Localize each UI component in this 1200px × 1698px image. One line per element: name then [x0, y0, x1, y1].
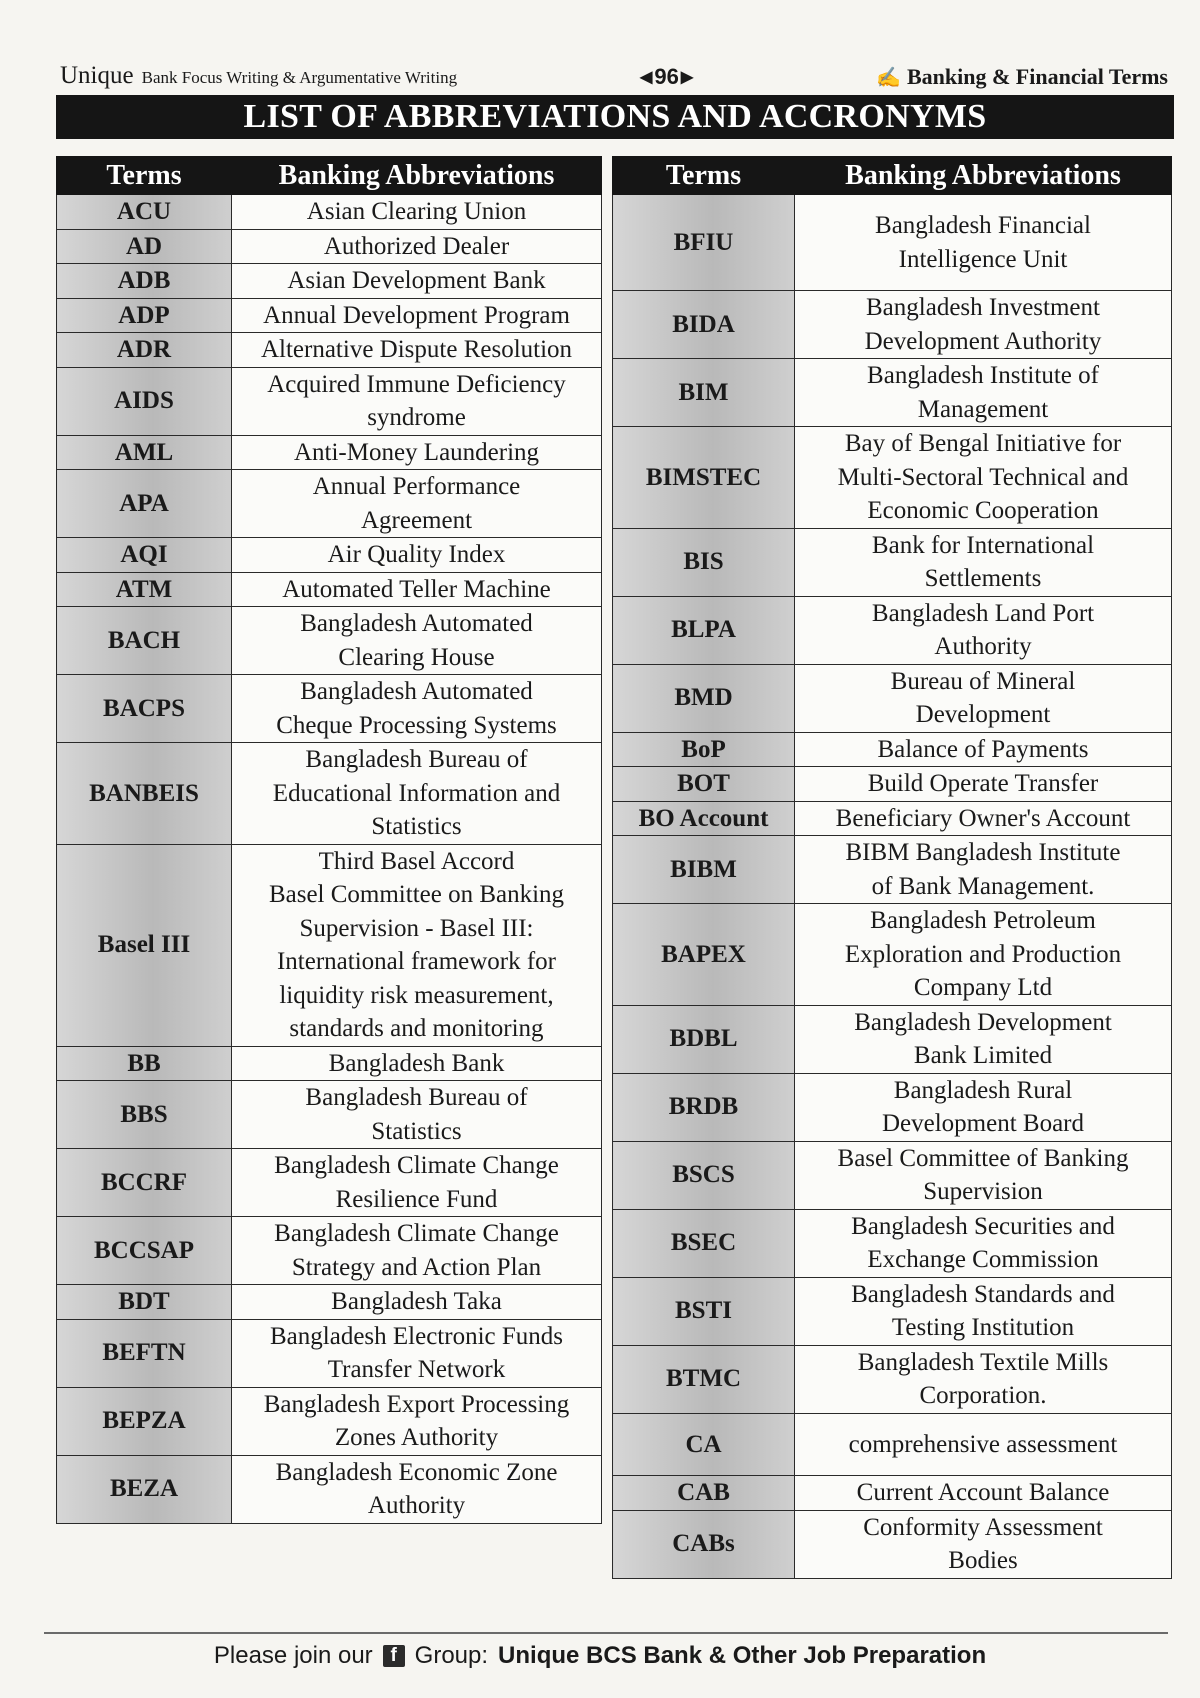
definition-line: Bangladesh Land Port	[871, 599, 1095, 627]
term-cell: BIS	[613, 528, 795, 596]
term-cell: BIBM	[613, 836, 795, 904]
definition-line: Multi-Sectoral Technical and	[837, 463, 1129, 491]
definition-line: standards and monitoring	[289, 1015, 544, 1042]
column-header-terms: Terms	[57, 157, 232, 195]
table-row	[613, 1510, 1172, 1578]
definition-cell	[232, 607, 602, 675]
term-cell: BSCS	[613, 1141, 795, 1209]
term-cell: BACPS	[57, 675, 232, 743]
term-cell: BANBEIS	[57, 743, 232, 845]
definition-line: Development	[915, 701, 1051, 728]
definition-cell	[795, 1510, 1172, 1578]
definition-line: Bangladesh Standards and	[851, 1280, 1115, 1308]
definition-line: Resilience Fund	[335, 1185, 498, 1213]
table-row	[57, 607, 602, 675]
term-cell: BEFTN	[57, 1319, 232, 1387]
header-left	[60, 62, 457, 90]
definition-cell	[232, 367, 602, 435]
table-row	[613, 1345, 1172, 1413]
definition-line: Bangladesh Development	[854, 1008, 1112, 1036]
definition-cell	[232, 1285, 602, 1320]
definition-line: Automated Teller Machine	[282, 575, 551, 603]
definition-cell	[232, 195, 602, 230]
definition-line: Annual Development Program	[263, 301, 570, 329]
column-header-abbreviations: Banking Abbreviations	[795, 157, 1172, 195]
table-row	[57, 1319, 602, 1387]
table-row	[57, 743, 602, 845]
definition-line: Bangladesh Automated	[300, 610, 533, 637]
definition-cell	[232, 229, 602, 264]
definition-line: Alternative Dispute Resolution	[260, 336, 573, 363]
term-cell: AD	[57, 229, 232, 264]
table-row	[57, 195, 602, 230]
definition-cell	[795, 1005, 1172, 1073]
definition-line: Bodies	[948, 1547, 1018, 1574]
term-cell: BoP	[613, 732, 795, 767]
definition-line: Basel Committee of Banking	[837, 1144, 1129, 1172]
term-cell: BAPEX	[613, 904, 795, 1006]
column-header-abbreviations: Banking Abbreviations	[232, 157, 602, 195]
definition-cell	[795, 767, 1172, 802]
table-row	[613, 427, 1172, 529]
term-cell: BDBL	[613, 1005, 795, 1073]
section-title-text: Banking & Financial Terms	[906, 64, 1168, 89]
definition-cell	[795, 1476, 1172, 1511]
footer-group-name: Unique BCS Bank & Other Job Preparation	[498, 1642, 987, 1669]
term-cell: BSTI	[613, 1277, 795, 1345]
definition-line: Bangladesh Textile Mills	[857, 1348, 1109, 1376]
definition-cell	[232, 1081, 602, 1149]
term-cell: ATM	[57, 572, 232, 607]
footer-prefix: Please join our	[213, 1642, 373, 1669]
definition-line: Authorized Dealer	[323, 232, 510, 260]
definition-line: Anti-Money Laundering	[293, 438, 540, 466]
definition-cell	[232, 1319, 602, 1387]
definition-line: Bangladesh Automated	[300, 678, 533, 705]
definition-cell	[232, 675, 602, 743]
definition-cell	[795, 1345, 1172, 1413]
definition-line: Conformity Assessment	[863, 1513, 1103, 1541]
section-title	[876, 64, 1168, 90]
term-cell: BIMSTEC	[613, 427, 795, 529]
table-row	[57, 538, 602, 573]
term-cell: APA	[57, 470, 232, 538]
definition-line: Strategy and Action Plan	[291, 1253, 542, 1281]
definition-line: Bangladesh Electronic Funds	[270, 1322, 563, 1350]
definition-line: Zones Authority	[334, 1424, 499, 1451]
definition-line: BIBM Bangladesh Institute	[845, 839, 1121, 866]
table-row	[57, 1217, 602, 1285]
definition-cell	[795, 427, 1172, 529]
term-cell: ADB	[57, 264, 232, 299]
definition-line: Asian Development Bank	[287, 267, 546, 294]
table-row	[613, 1073, 1172, 1141]
definition-cell	[232, 333, 602, 368]
table-body-right	[613, 195, 1172, 1579]
facebook-icon: f	[383, 1645, 405, 1667]
table-row	[57, 1455, 602, 1523]
table-row	[613, 359, 1172, 427]
term-cell: AQI	[57, 538, 232, 573]
book-subtitle: Bank Focus Writing & Argumentative Writing	[141, 68, 458, 87]
definition-line: Bangladesh Bureau of	[305, 1084, 528, 1111]
definition-line: Bangladesh Institute of	[867, 362, 1099, 389]
definition-line: Bangladesh Climate Change	[274, 1152, 559, 1179]
definition-line: Annual Performance	[312, 473, 521, 500]
term-cell: AML	[57, 435, 232, 470]
definition-line: Asian Clearing Union	[306, 198, 527, 225]
table-row	[57, 1081, 602, 1149]
definition-cell	[232, 1217, 602, 1285]
table-row	[57, 298, 602, 333]
term-cell: CABs	[613, 1510, 795, 1578]
table-row	[613, 664, 1172, 732]
term-cell: BOT	[613, 767, 795, 802]
definition-cell	[795, 904, 1172, 1006]
definition-cell	[795, 359, 1172, 427]
table-row	[57, 572, 602, 607]
definition-cell	[795, 732, 1172, 767]
definition-line: Cheque Processing Systems	[276, 711, 557, 739]
term-cell: BCCSAP	[57, 1217, 232, 1285]
definition-cell	[795, 1277, 1172, 1345]
definition-line: Bay of Bengal Initiative for	[844, 430, 1122, 457]
term-cell: BSEC	[613, 1209, 795, 1277]
definition-cell	[232, 1046, 602, 1081]
definition-cell	[795, 664, 1172, 732]
table-row	[613, 1141, 1172, 1209]
footer-group-label: Group:	[414, 1642, 489, 1669]
definition-cell	[795, 596, 1172, 664]
term-cell: ADR	[57, 333, 232, 368]
definition-cell	[232, 298, 602, 333]
table-row	[613, 1277, 1172, 1345]
column-header-terms: Terms	[613, 157, 795, 195]
term-cell: BFIU	[613, 195, 795, 291]
abbreviations-table-left	[56, 156, 602, 1524]
table-row	[613, 291, 1172, 359]
definition-line: Bangladesh Investment	[866, 294, 1100, 321]
definition-line: Settlements	[924, 565, 1042, 592]
term-cell: ACU	[57, 195, 232, 230]
term-cell: Basel III	[57, 844, 232, 1046]
table-row	[57, 229, 602, 264]
definition-line: Air Quality Index	[327, 541, 506, 568]
definition-line: Basel Committee on Banking	[268, 881, 565, 908]
definition-cell	[232, 1149, 602, 1217]
pen-icon: ✍	[876, 66, 901, 89]
definition-line: Acquired Immune Deficiency	[267, 370, 566, 398]
definition-line: Bureau of Mineral	[890, 667, 1076, 695]
table-row	[613, 1209, 1172, 1277]
definition-cell	[795, 801, 1172, 836]
definition-line: Bangladesh Economic Zone	[275, 1458, 558, 1486]
term-cell: BIM	[613, 359, 795, 427]
definition-line: comprehensive assessment	[848, 1430, 1118, 1458]
definition-line: Bangladesh Petroleum	[870, 907, 1096, 934]
table-row	[57, 470, 602, 538]
definition-cell	[232, 743, 602, 845]
term-cell: BTMC	[613, 1345, 795, 1413]
term-cell: BLPA	[613, 596, 795, 664]
table-row	[613, 596, 1172, 664]
term-cell: BMD	[613, 664, 795, 732]
table-row	[57, 435, 602, 470]
definition-cell	[795, 1141, 1172, 1209]
definition-line: syndrome	[367, 404, 466, 431]
table-row	[613, 767, 1172, 802]
table-row	[613, 1413, 1172, 1476]
page-title: LIST OF ABBREVIATIONS AND ACCRONYMS	[56, 95, 1174, 139]
table-row	[57, 675, 602, 743]
definition-cell	[795, 1209, 1172, 1277]
definition-cell	[795, 1073, 1172, 1141]
definition-line: Corporation.	[919, 1382, 1047, 1409]
term-cell: BEZA	[57, 1455, 232, 1523]
definition-line: Bank for International	[871, 531, 1095, 559]
definition-line: Authority	[367, 1492, 466, 1519]
table-row	[57, 1046, 602, 1081]
definition-line: Beneficiary Owner's Account	[835, 804, 1131, 832]
definition-line: Agreement	[360, 506, 473, 534]
definition-line: Build Operate Transfer	[867, 770, 1099, 797]
definition-cell	[795, 1413, 1172, 1476]
definition-line: Company Ltd	[913, 974, 1053, 1001]
definition-line: Bangladesh Export Processing	[263, 1390, 570, 1418]
footer-divider	[44, 1632, 1168, 1634]
page-number	[640, 64, 693, 90]
definition-line: Bangladesh Bureau of	[305, 746, 528, 773]
table-header-row	[613, 157, 1172, 195]
term-cell: AIDS	[57, 367, 232, 435]
definition-line: Economic Cooperation	[867, 497, 1099, 524]
definition-cell	[795, 528, 1172, 596]
definition-line: Bangladesh Rural	[893, 1076, 1073, 1104]
term-cell: BEPZA	[57, 1387, 232, 1455]
definition-line: Supervision	[923, 1178, 1043, 1205]
definition-line: Bank Limited	[913, 1042, 1053, 1069]
definition-line: Transfer Network	[327, 1356, 506, 1383]
term-cell: BIDA	[613, 291, 795, 359]
page-footer	[0, 1642, 1200, 1670]
table-header-row	[57, 157, 602, 195]
definition-line: Bangladesh Bank	[328, 1049, 505, 1077]
definition-line: Management	[917, 395, 1049, 423]
table-row	[57, 264, 602, 299]
triangle-right-icon: ▶	[680, 69, 694, 86]
brand-name: Unique	[60, 62, 134, 89]
definition-line: Testing Institution	[891, 1314, 1075, 1341]
definition-line: Exchange Commission	[867, 1246, 1099, 1273]
table-row	[613, 801, 1172, 836]
term-cell: BO Account	[613, 801, 795, 836]
term-cell: BB	[57, 1046, 232, 1081]
definition-line: Development Board	[881, 1110, 1085, 1137]
page-header	[60, 50, 1168, 90]
table-row	[57, 333, 602, 368]
definition-cell	[232, 572, 602, 607]
definition-line: Statistics	[371, 1117, 462, 1145]
term-cell: BACH	[57, 607, 232, 675]
definition-line: Development Authority	[864, 327, 1102, 355]
definition-line: Bangladesh Financial	[875, 212, 1091, 239]
term-cell: ADP	[57, 298, 232, 333]
table-row	[613, 1476, 1172, 1511]
definition-line: Authority	[934, 633, 1032, 660]
definition-cell	[232, 470, 602, 538]
definition-cell	[232, 264, 602, 299]
table-row	[613, 528, 1172, 596]
definition-cell	[795, 291, 1172, 359]
term-cell: BRDB	[613, 1073, 795, 1141]
definition-line: Intelligence Unit	[898, 245, 1068, 273]
table-row	[57, 844, 602, 1046]
table-row	[57, 1285, 602, 1320]
definition-cell	[232, 538, 602, 573]
abbreviations-table-right	[612, 156, 1172, 1579]
definition-line: Balance of Payments	[877, 735, 1089, 763]
table-row	[57, 1387, 602, 1455]
definition-line: Bangladesh Taka	[331, 1288, 502, 1315]
definition-line: Current Account Balance	[856, 1479, 1110, 1506]
definition-cell	[795, 195, 1172, 291]
definition-cell	[232, 435, 602, 470]
definition-cell	[795, 836, 1172, 904]
definition-line: liquidity risk measurement,	[279, 981, 554, 1009]
definition-line: of Bank Management.	[871, 872, 1095, 900]
definition-line: Statistics	[371, 813, 462, 840]
definition-line: Clearing House	[338, 643, 495, 671]
table-row	[613, 1005, 1172, 1073]
table-row	[57, 367, 602, 435]
definition-line: Educational Information and	[272, 779, 561, 807]
table-body-left	[57, 195, 602, 1524]
page-number-value: 96	[654, 64, 679, 89]
definition-line: Exploration and Production	[844, 940, 1122, 968]
definition-cell	[232, 1455, 602, 1523]
definition-line: Bangladesh Climate Change	[274, 1220, 559, 1247]
definition-cell	[232, 1387, 602, 1455]
table-row	[613, 195, 1172, 291]
definition-line: Supervision - Basel III:	[299, 914, 534, 942]
definition-line: Third Basel Accord	[318, 847, 515, 875]
definition-cell	[232, 844, 602, 1046]
triangle-left-icon: ◀	[640, 69, 653, 86]
term-cell: BDT	[57, 1285, 232, 1320]
table-row	[613, 732, 1172, 767]
definition-line: International framework for	[276, 948, 557, 975]
term-cell: BBS	[57, 1081, 232, 1149]
term-cell: BCCRF	[57, 1149, 232, 1217]
term-cell: CAB	[613, 1476, 795, 1511]
table-row	[57, 1149, 602, 1217]
table-row	[613, 904, 1172, 1006]
table-row	[613, 836, 1172, 904]
term-cell: CA	[613, 1413, 795, 1476]
definition-line: Bangladesh Securities and	[851, 1212, 1115, 1240]
